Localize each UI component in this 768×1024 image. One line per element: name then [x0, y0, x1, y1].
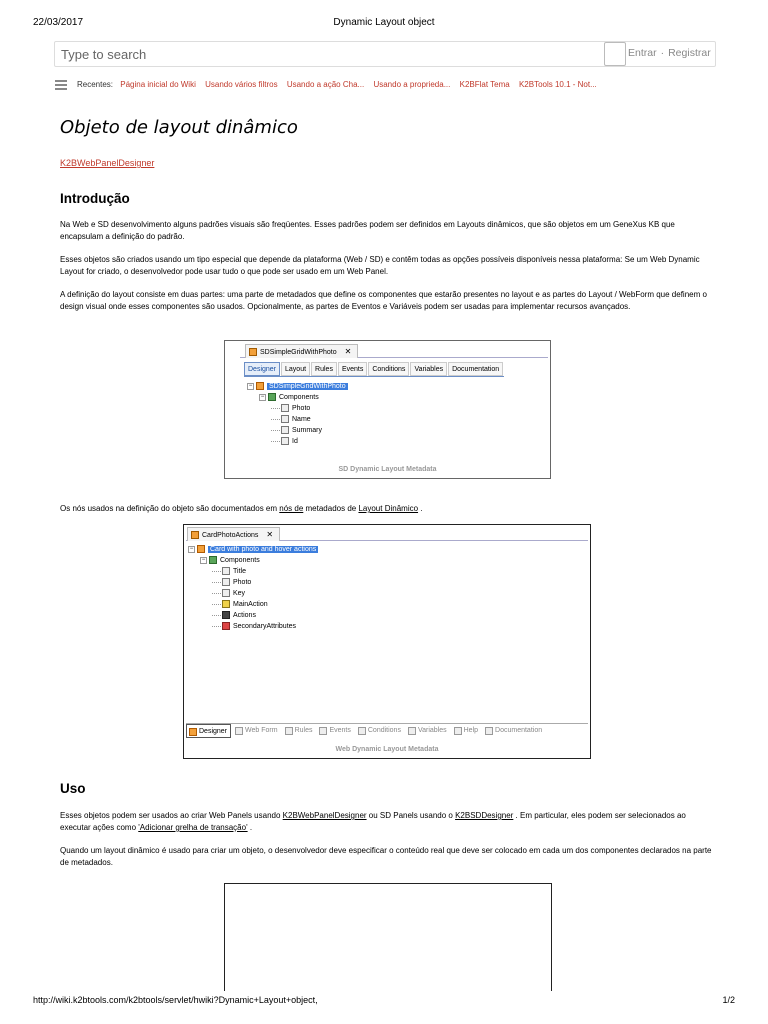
- nodes-paragraph: [60, 503, 716, 515]
- print-title: Dynamic Layout object: [333, 17, 435, 28]
- tree-components-label: Components: [279, 394, 319, 401]
- uso-text-a: Esses objetos podem ser usados ao criar Web Panels usando: [60, 811, 283, 820]
- tab-events[interactable]: [317, 724, 353, 738]
- uso-heading: Uso: [60, 781, 86, 796]
- breadcrumb-link[interactable]: K2BWebPanelDesigner: [60, 158, 155, 168]
- print-url: http://wiki.k2btools.com/k2btools/servlet/hwiki?Dynamic+Layout+object,: [33, 995, 318, 1005]
- collapse-icon: −: [260, 393, 265, 400]
- tree-components-label: Components: [220, 557, 260, 564]
- recent-link[interactable]: K2BTools 10.1 - Not...: [518, 80, 597, 89]
- metadata-tree: [247, 381, 348, 447]
- tree-item[interactable]: [188, 610, 318, 621]
- component-icon: [222, 589, 230, 597]
- tab-label: Variables: [417, 727, 447, 734]
- add-grid-link[interactable]: 'Adicionar grelha de transação': [138, 823, 248, 832]
- tab-documentation[interactable]: Documentation: [448, 362, 503, 376]
- tab-label: Rules: [294, 727, 313, 734]
- collapse-icon: −: [189, 545, 194, 552]
- action-icon: [222, 600, 230, 608]
- document-tab-bar: [240, 344, 548, 358]
- rules-icon: [285, 727, 293, 735]
- search-button[interactable]: [604, 42, 626, 66]
- page-number: 1/2: [722, 995, 735, 1005]
- tree-components[interactable]: [188, 555, 318, 566]
- tree-item[interactable]: [188, 588, 318, 599]
- documentation-icon: [485, 727, 493, 735]
- figure-placeholder: [224, 883, 552, 991]
- tab-help[interactable]: [452, 724, 481, 738]
- search-bar: [54, 41, 716, 67]
- recent-link[interactable]: Usando a ação Cha...: [286, 80, 365, 89]
- tree-item[interactable]: [188, 599, 318, 610]
- figure-sd-dynamic-layout: [224, 340, 551, 479]
- uso-text-d: .: [247, 823, 253, 832]
- tree-item[interactable]: [188, 577, 318, 588]
- layout-object-icon: [191, 531, 199, 539]
- layout-object-icon: [197, 545, 205, 553]
- recent-link[interactable]: Página inicial do Wiki: [120, 80, 196, 89]
- designer-icon: [189, 728, 197, 736]
- document-tab-label: SDSimpleGridWithPhoto: [260, 349, 337, 356]
- tree-root[interactable]: [247, 381, 348, 392]
- tab-variables[interactable]: [406, 724, 450, 738]
- tab-web-form[interactable]: [233, 724, 281, 738]
- hamburger-menu-icon[interactable]: [55, 80, 67, 90]
- component-icon: [222, 567, 230, 575]
- attributes-icon: [222, 622, 230, 630]
- auth-separator: ·: [660, 47, 665, 59]
- auth-links: [628, 47, 711, 59]
- uso-paragraph-1: [60, 810, 716, 834]
- figure-web-dynamic-layout: [183, 524, 591, 759]
- component-icon: [222, 578, 230, 586]
- component-icon: [281, 426, 289, 434]
- component-icon: [281, 437, 289, 445]
- register-link[interactable]: Registrar: [668, 47, 711, 59]
- metadata-tree: [188, 544, 318, 632]
- nodes-text-c: .: [418, 504, 423, 513]
- article-content: [60, 112, 716, 324]
- component-icon: [281, 415, 289, 423]
- tree-item-label: Photo: [292, 405, 311, 412]
- tree-item[interactable]: [247, 436, 348, 447]
- tree-item-label: Title: [233, 568, 246, 575]
- tree-item-label: Name: [292, 416, 311, 423]
- tab-rules[interactable]: Rules: [311, 362, 337, 376]
- filter-icon: [358, 727, 366, 735]
- layout-object-icon: [256, 382, 264, 390]
- dynamic-layout-link[interactable]: Layout Dinâmico: [358, 504, 419, 513]
- intro-heading: Introdução: [60, 191, 130, 206]
- tree-item-label: Key: [233, 590, 246, 597]
- part-tabs: [244, 362, 504, 377]
- collapse-icon: −: [201, 556, 206, 563]
- tree-item-label: Photo: [233, 579, 252, 586]
- components-icon: [268, 393, 276, 401]
- uso-text-c: . Em particular, eles podem ser selecionados ao executar ações como: [60, 811, 686, 832]
- tab-documentation[interactable]: [483, 724, 545, 738]
- intro-paragraph-1: Na Web e SD desenvolvimento alguns padrões visuais são freqüentes. Esses padrões podem ser definidos em Layouts dinâmicos, que são objetos em um GeneXus KB que encapsulam a definição do padrão.: [60, 220, 675, 241]
- tree-item-label: Id: [292, 438, 298, 445]
- help-icon: [454, 727, 462, 735]
- tab-variables[interactable]: Variables: [410, 362, 447, 376]
- login-link[interactable]: Entrar: [628, 47, 657, 59]
- tree-item-label: SecondaryAttributes: [233, 623, 297, 630]
- tree-item-label: Actions: [233, 612, 256, 619]
- print-date: 22/03/2017: [33, 17, 84, 28]
- nodes-text-a: Os nós usados na definição do objeto são documentados em: [60, 504, 280, 513]
- tree-item[interactable]: [188, 621, 318, 632]
- tree-item-label: Summary: [292, 427, 322, 434]
- events-icon: [319, 727, 327, 735]
- uso-section: [60, 781, 716, 880]
- document-tab[interactable]: [245, 344, 358, 358]
- figure-caption: Web Dynamic Layout Metadata: [335, 746, 439, 753]
- close-icon[interactable]: ✕: [266, 530, 274, 539]
- tree-root-label: SDSimpleGridWithPhoto: [269, 383, 346, 390]
- recent-link[interactable]: Usando a proprieda...: [373, 80, 451, 89]
- nodes-link[interactable]: nós de: [279, 504, 304, 513]
- layout-object-icon: [249, 348, 257, 356]
- tab-label: Conditions: [367, 727, 401, 734]
- recent-link[interactable]: K2BFlat Tema: [459, 80, 510, 89]
- variables-icon: [408, 727, 416, 735]
- tree-item[interactable]: [247, 403, 348, 414]
- web-form-icon: [235, 727, 243, 735]
- tab-label: Documentation: [495, 727, 543, 734]
- nodes-text-b: metadados de: [303, 504, 359, 513]
- recent-label: Recentes:: [77, 80, 114, 89]
- tree-item[interactable]: [247, 425, 348, 436]
- tree-item[interactable]: [247, 414, 348, 425]
- tab-conditions[interactable]: Conditions: [368, 362, 409, 376]
- components-icon: [209, 556, 217, 564]
- close-icon[interactable]: ✕: [344, 347, 352, 356]
- tab-label: Events: [329, 727, 351, 734]
- tab-rules[interactable]: [283, 724, 316, 738]
- tab-conditions[interactable]: [356, 724, 404, 738]
- tree-components[interactable]: [247, 392, 348, 403]
- component-icon: [281, 404, 289, 412]
- tree-item-label: MainAction: [233, 601, 268, 608]
- print-header: [33, 17, 735, 31]
- recent-link[interactable]: Usando vários filtros: [205, 80, 278, 89]
- tab-label: Web Form: [245, 727, 278, 734]
- part-tabs: [186, 723, 588, 738]
- tab-label: Help: [463, 727, 479, 734]
- uso-paragraph-2: Quando um layout dinâmico é usado para criar um objeto, o desenvolvedor deve especificar o conteúdo real que deve ser colocado em cada um dos componentes declarados na parte de metadados.: [60, 846, 712, 867]
- tab-designer[interactable]: [186, 724, 231, 738]
- tab-designer[interactable]: Designer: [244, 362, 280, 376]
- collapse-icon: −: [248, 382, 253, 389]
- search-input[interactable]: [55, 42, 603, 66]
- tab-events[interactable]: Events: [338, 362, 367, 376]
- tab-label: Designer: [199, 728, 228, 735]
- uso-text-b: ou SD Panels usando o: [366, 811, 456, 820]
- k2bwebpaneldesigner-link[interactable]: K2BWebPanelDesigner: [282, 811, 367, 820]
- tab-layout[interactable]: Layout: [281, 362, 310, 376]
- tree-root-label: Card with photo and hover actions: [210, 546, 317, 553]
- document-tab[interactable]: [187, 527, 280, 541]
- intro-paragraph-2: Esses objetos são criados usando um tipo especial que depende da plataforma (Web / SD) e contêm todas as opções possíveis disponíveis nessa plataforma: Se um Web Dynamic Layout for criado, o desenvolvedor pode usar tudo o que pode ser usado em um Web Panel.: [60, 255, 700, 276]
- document-tab-bar: [186, 527, 588, 541]
- tree-root[interactable]: [188, 544, 318, 555]
- document-tab-label: CardPhotoActions: [202, 532, 259, 539]
- recent-pages-bar: [77, 80, 604, 89]
- figure-caption: SD Dynamic Layout Metadata: [338, 466, 437, 473]
- tree-item[interactable]: [188, 566, 318, 577]
- print-footer: [33, 995, 735, 1009]
- actions-icon: [222, 611, 230, 619]
- k2bsddesigner-link[interactable]: K2BSDDesigner: [455, 811, 514, 820]
- page-title: Objeto de layout dinâmico: [60, 117, 298, 138]
- intro-paragraph-3: A definição do layout consiste em duas partes: uma parte de metadados que define os componentes que estarão presentes no layout e as partes do Layout / WebForm que definem o design visual onde esses componentes são usados. Opcionalmente, as partes de Eventos e Variáveis podem ser usadas para implementar recursos avançados.: [60, 290, 707, 311]
